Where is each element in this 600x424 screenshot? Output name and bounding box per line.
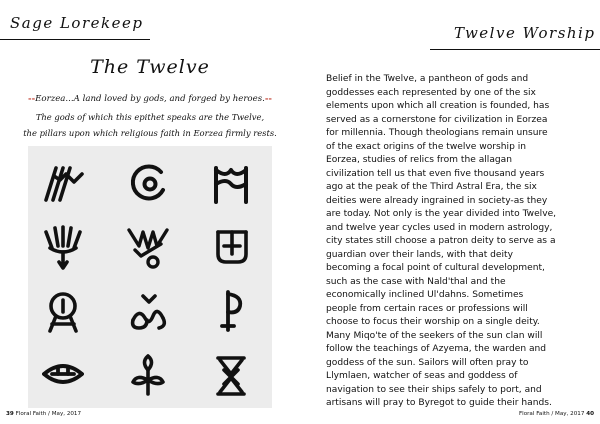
section-header-left: Sage Lorekeep: [10, 14, 144, 32]
body-line: elements upon which all creation is founded, has: [326, 101, 550, 111]
page-number-left: 39: [6, 411, 14, 417]
body-line: are today. Not only is the year divided into Twelve,: [326, 209, 557, 219]
menphina-glyph-icon: [125, 160, 171, 206]
body-line: goddesses each represented by one of the six: [326, 87, 536, 98]
epithet-dash-left: --: [28, 94, 36, 104]
epithet-text: Eorzea...A land loved by gods, and forged by heroes.: [35, 94, 265, 104]
body-line: and twelve year cycles used in modern astrology,: [326, 222, 553, 233]
footer-left: [6, 411, 81, 417]
halone-glyph-icon: [40, 160, 86, 206]
section-header-right: Twelve Worship: [454, 24, 596, 42]
footer-label-left: Floral Faith / May, 2017: [15, 411, 82, 417]
article-body: [326, 73, 590, 411]
body-line: civilization tell us that even five thousand years: [326, 168, 545, 179]
llymlaen-glyph-icon: [125, 224, 171, 270]
nymeia-glyph-icon: [40, 224, 86, 270]
body-line: ago at the peak of the Third Astral Era, the six: [326, 182, 537, 192]
epithet-line: [0, 94, 300, 104]
body-line: people from certain races or professions will: [326, 303, 528, 314]
epithet-dash-right: --: [264, 94, 272, 104]
rhalgr-glyph-icon: [208, 288, 254, 334]
header-rule-left: [0, 39, 150, 40]
body-line: served as a cornerstone for civilization in Eorzea: [326, 114, 548, 125]
body-line: goddess of the sun. Sailors will often pray to: [326, 357, 529, 368]
page-number-right: 40: [586, 411, 594, 417]
page-title: The Twelve: [90, 56, 210, 78]
body-line: Belief in the Twelve, a pantheon of gods and: [326, 74, 529, 84]
body-line: of the exact origins of the twelve worship in: [326, 141, 527, 152]
body-line: becoming a focal point of cultural development,: [326, 263, 545, 273]
nophica-glyph-icon: [125, 352, 171, 398]
deity-glyph-panel: [28, 146, 272, 408]
byregot-glyph-icon: [125, 288, 171, 334]
footer-label-right: Floral Faith / May, 2017: [518, 411, 585, 417]
azeyma-glyph-icon: [40, 288, 86, 334]
althyk-glyph-icon: [40, 352, 86, 398]
intro-line-2: the pillars upon which religious faith in Eorzea firmly rests.: [23, 128, 277, 138]
body-line: choose to focus their worship on a single deity.: [326, 317, 540, 327]
body-line: economically inclined Ul'dahns. Sometimes: [326, 290, 524, 300]
oschon-glyph-icon: [208, 224, 254, 270]
body-line: Llymlaen, watcher of seas and goddess of: [326, 371, 518, 381]
body-line: follow the teachings of Azyema, the warden and: [326, 344, 547, 354]
header-rule-right: [430, 49, 600, 50]
intro-line-1: The gods of which this epithet speaks are the Twelve,: [35, 112, 265, 122]
body-line: such as the case with Nald'thal and the: [326, 276, 506, 287]
footer-right: [519, 411, 594, 417]
nald-thal-glyph-icon: [208, 352, 254, 398]
thaliak-glyph-icon: [208, 160, 254, 206]
body-line: deities were already ingrained in society-as they: [326, 195, 548, 206]
body-line: guardian over their lands, with that deity: [326, 249, 513, 260]
body-line: Eorzea, studies of relics from the allagan: [326, 155, 513, 165]
body-line: navigation to see their ships safely to port, and: [326, 384, 542, 395]
body-line: artisans will pray to Byregot to guide their hands.: [326, 398, 552, 408]
body-line: for millennia. Though theologians remain unsure: [326, 128, 548, 138]
body-line: city states still choose a patron deity to serve as a: [326, 236, 556, 246]
body-line: Many Miqo'te of the seekers of the sun clan will: [326, 330, 543, 341]
